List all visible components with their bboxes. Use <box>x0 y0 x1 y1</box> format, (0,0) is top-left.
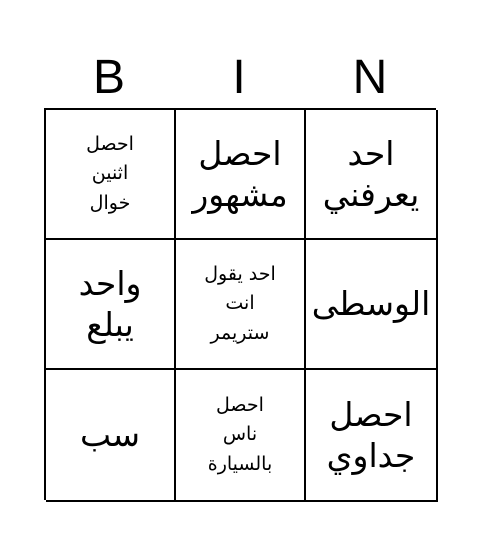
header-letter-n: N <box>352 51 388 104</box>
bingo-cell[interactable]: الوسطى <box>306 240 438 370</box>
bingo-cell[interactable]: احصل اثنين خوال <box>46 110 176 240</box>
bingo-cell[interactable]: واحد يبلع <box>46 240 176 370</box>
bingo-board <box>44 108 436 500</box>
bingo-header <box>44 50 436 106</box>
bingo-cell[interactable]: احد يعرفني <box>306 110 438 240</box>
bingo-cell[interactable]: احصل مشهور <box>176 110 306 240</box>
header-letter-b: B <box>92 51 125 104</box>
header-letter-i: I <box>232 51 246 104</box>
bingo-cell[interactable]: سب <box>46 370 176 502</box>
bingo-cell[interactable]: احد يقول انت ستريمر <box>176 240 306 370</box>
bingo-cell[interactable]: احصل ناس بالسيارة <box>176 370 306 502</box>
bingo-cell[interactable]: احصل جداوي <box>306 370 438 502</box>
